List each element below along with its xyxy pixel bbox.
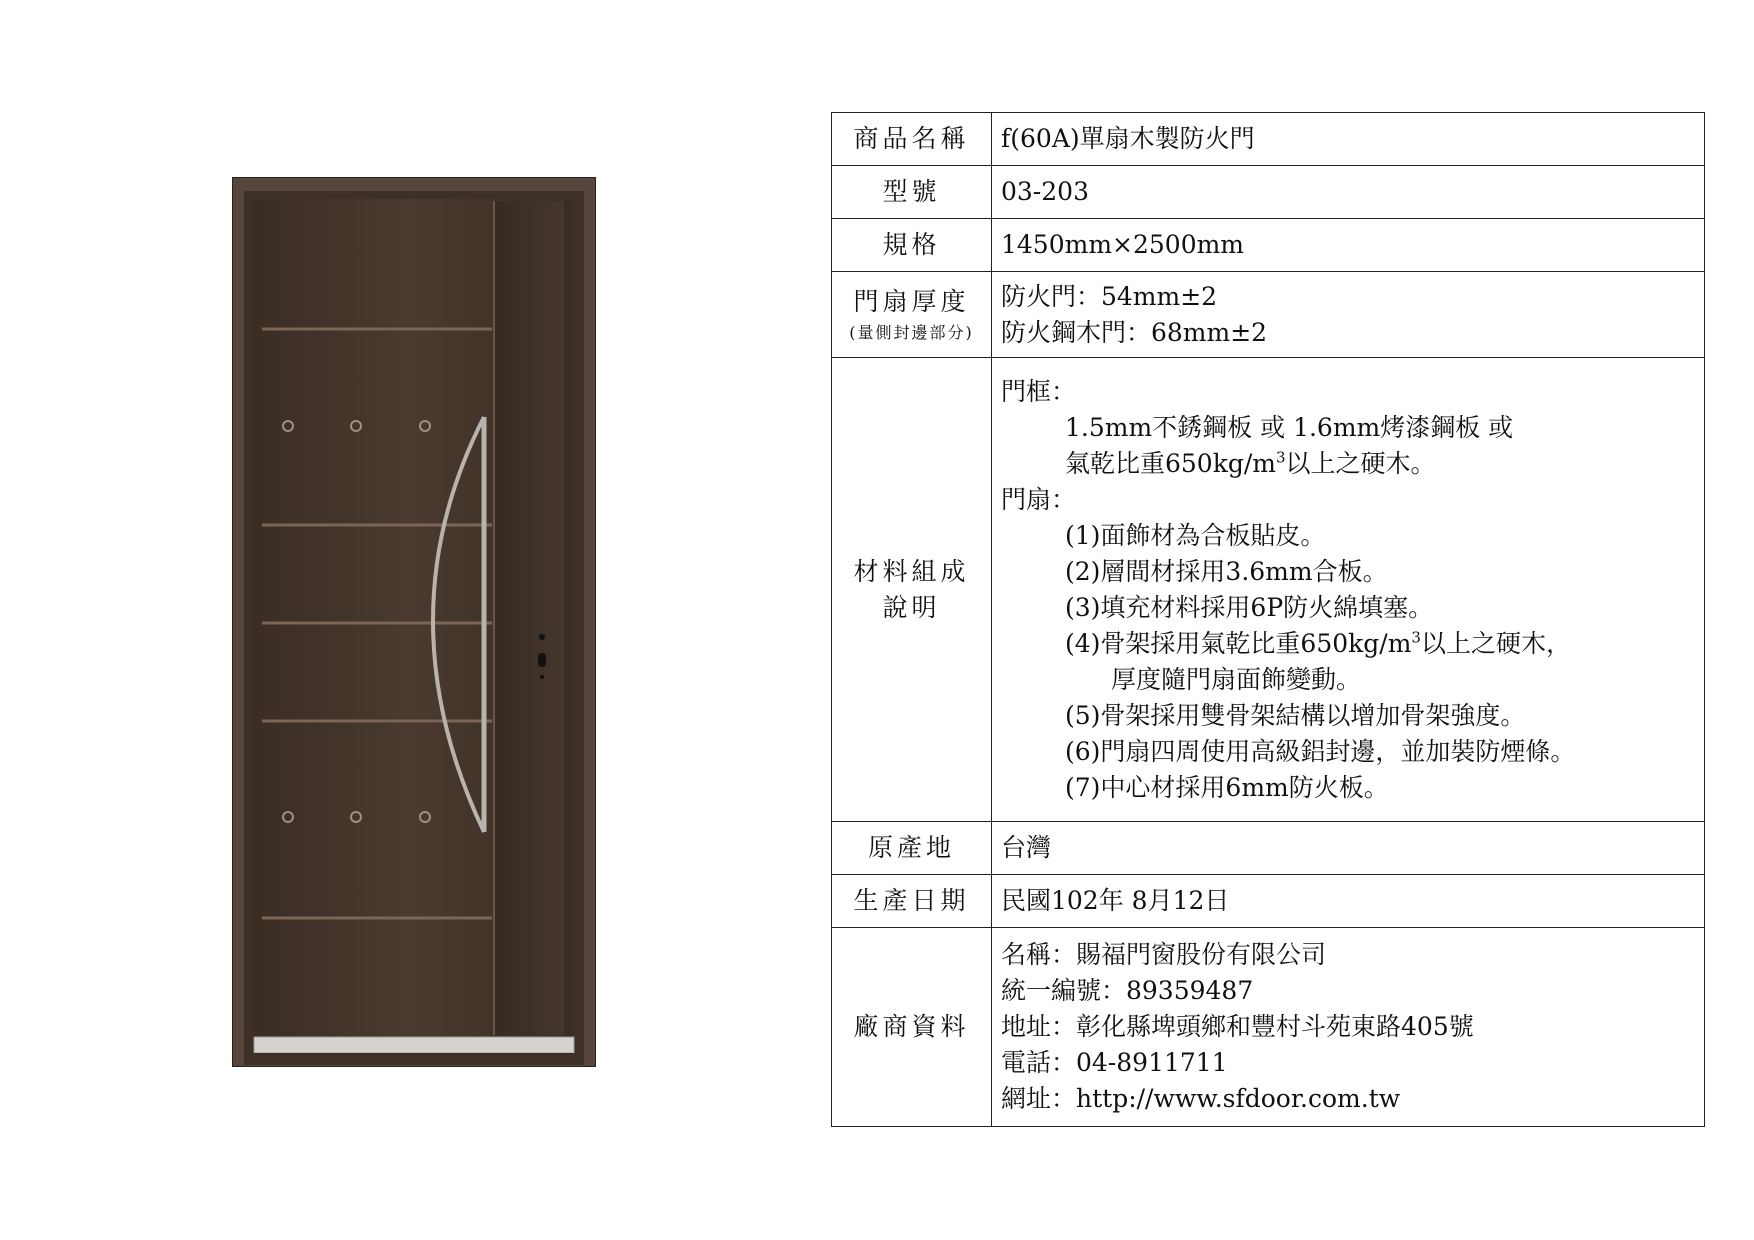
row-thickness xyxy=(832,272,1705,358)
spec-table xyxy=(831,112,1705,1127)
leaf-item-2: (2)層間材採用3.6mm合板。 xyxy=(1065,556,1388,586)
model-value: 03-203 xyxy=(992,166,1705,219)
leaf-heading: 門扇： xyxy=(1001,484,1077,514)
frame-line-1: 1.5mm不銹鋼板 或 1.6mm烤漆鋼板 或 xyxy=(1065,412,1514,442)
product-name-value: f(60A)單扇木製防火門 xyxy=(992,113,1705,166)
manufacturer-website: 網址：http://www.sfdoor.com.tw xyxy=(1001,1084,1401,1113)
leaf-item-4-sup: 3 xyxy=(1411,628,1421,647)
manufacturer-label: 廠商資料 xyxy=(832,928,992,1127)
manufacturer-address: 地址：彰化縣埤頭鄉和豐村斗苑東路405號 xyxy=(1001,1012,1474,1041)
frame-line-2-pre: 氣乾比重650kg/m xyxy=(1065,448,1276,478)
row-spec xyxy=(832,219,1705,272)
thickness-value-cell xyxy=(992,272,1705,358)
manufacturer-value-cell xyxy=(992,928,1705,1127)
row-manufacturer xyxy=(832,928,1705,1127)
thickness-line-1: 防火門：54mm±2 xyxy=(1001,281,1218,311)
origin-value: 台灣 xyxy=(992,822,1705,875)
row-origin xyxy=(832,822,1705,875)
materials-label-cell xyxy=(832,358,992,822)
thickness-label-cell xyxy=(832,272,992,358)
materials-value-cell xyxy=(992,358,1705,822)
row-production-date xyxy=(832,875,1705,928)
manufacturer-tax-id: 統一編號：89359487 xyxy=(1001,976,1254,1005)
leaf-item-1: (1)面飾材為合板貼皮。 xyxy=(1065,520,1326,550)
leaf-item-4-post: 以上之硬木， xyxy=(1420,628,1571,658)
model-label: 型號 xyxy=(832,166,992,219)
leaf-item-3: (3)填充材料採用6P防火綿填塞。 xyxy=(1065,592,1434,622)
spec-label: 規格 xyxy=(832,219,992,272)
thickness-label: 門扇厚度 xyxy=(853,286,970,316)
materials-label-1: 材料組成 xyxy=(853,556,970,586)
row-materials xyxy=(832,358,1705,822)
product-name-label: 商品名稱 xyxy=(832,113,992,166)
leaf-item-6: (6)門扇四周使用高級鋁封邊，並加裝防煙條。 xyxy=(1065,736,1576,766)
leaf-item-5: (5)骨架採用雙骨架結構以增加骨架強度。 xyxy=(1065,700,1526,730)
door-threshold xyxy=(254,1037,574,1053)
leaf-item-4-cont: 厚度隨門扇面飾變動。 xyxy=(1111,664,1362,694)
leaf-item-4 xyxy=(1001,626,1704,662)
thickness-line-2: 防火鋼木門：68mm±2 xyxy=(1001,317,1268,347)
frame-line-2 xyxy=(1001,446,1704,482)
frame-heading: 門框： xyxy=(1001,376,1077,406)
thickness-note: (量側封邊部分) xyxy=(849,322,974,342)
materials-label-2: 說明 xyxy=(882,592,941,622)
manufacturer-phone: 電話：04-8911711 xyxy=(1001,1048,1228,1077)
door-image xyxy=(232,177,596,1067)
origin-label: 原產地 xyxy=(832,822,992,875)
spec-value: 1450mm×2500mm xyxy=(992,219,1705,272)
row-product-name xyxy=(832,113,1705,166)
production-date-label: 生產日期 xyxy=(832,875,992,928)
leaf-item-7: (7)中心材採用6mm防火板。 xyxy=(1065,772,1389,802)
production-date-value: 民國102年 8月12日 xyxy=(992,875,1705,928)
manufacturer-name: 名稱：賜福門窗股份有限公司 xyxy=(1001,940,1327,969)
frame-line-2-post: 以上之硬木。 xyxy=(1285,448,1436,478)
row-model xyxy=(832,166,1705,219)
leaf-item-4-pre: (4)骨架採用氣乾比重650kg/m xyxy=(1065,628,1412,658)
frame-line-2-sup: 3 xyxy=(1276,448,1286,467)
